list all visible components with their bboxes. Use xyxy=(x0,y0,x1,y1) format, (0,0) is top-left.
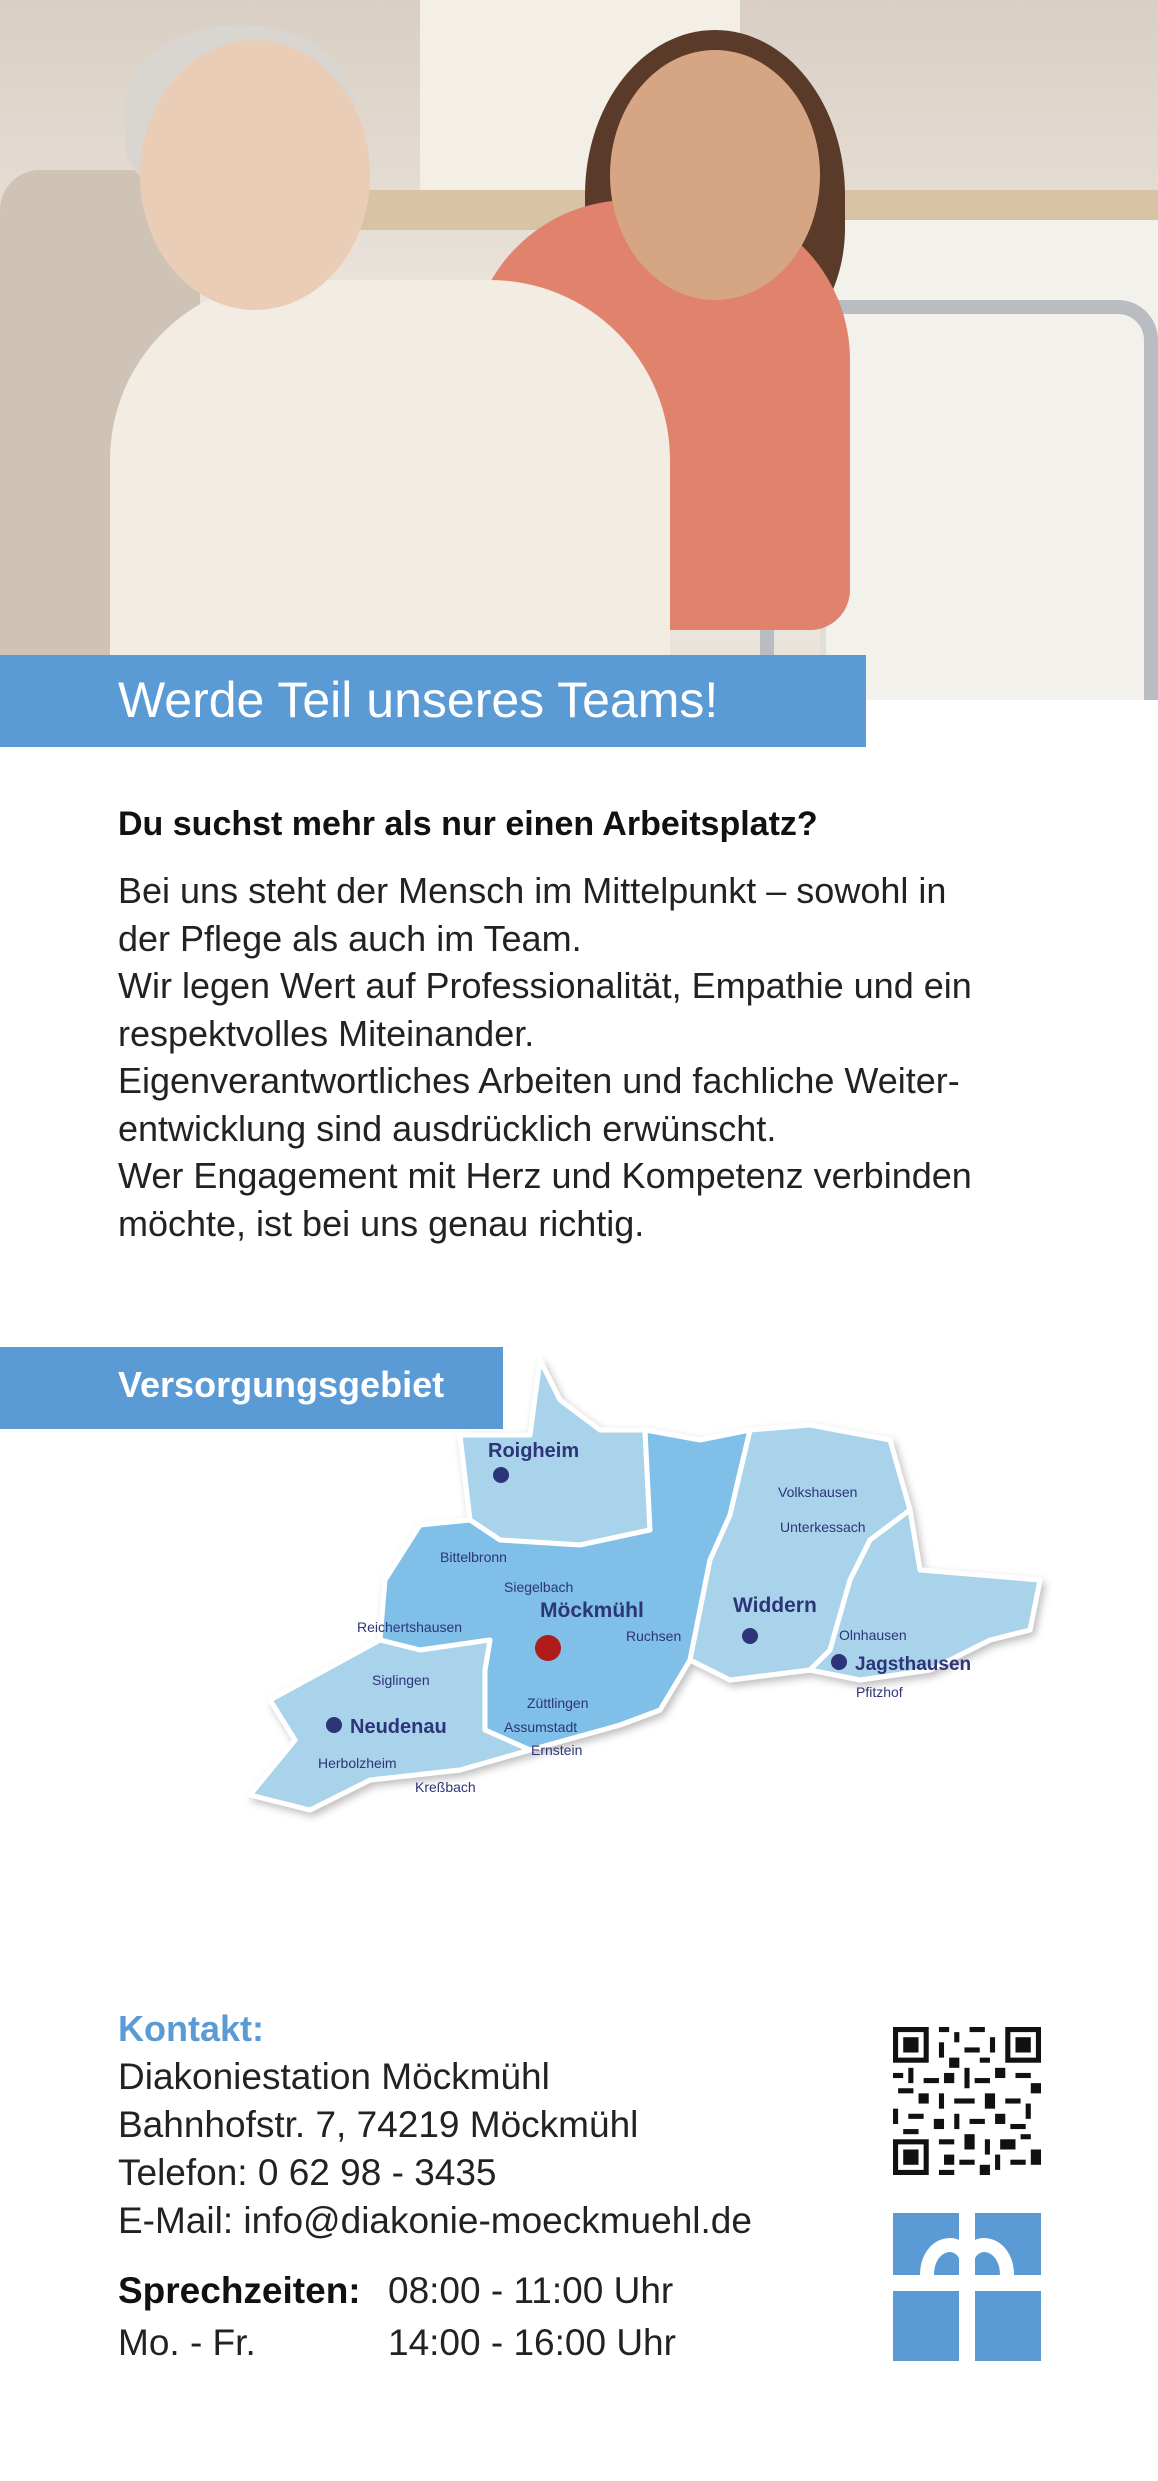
marker-widdern xyxy=(742,1628,758,1644)
label-siglingen: Siglingen xyxy=(372,1672,430,1688)
intro-line: entwicklung sind ausdrücklich erwünscht. xyxy=(118,1107,777,1149)
label-volkshausen: Volkshausen xyxy=(778,1484,858,1500)
marker-roigheim xyxy=(493,1467,509,1483)
title-banner xyxy=(0,655,866,747)
service-area-title: Versorgungsgebiet xyxy=(118,1364,445,1405)
label-zuettlingen: Züttlingen xyxy=(527,1695,589,1711)
contact-title: Kontakt: xyxy=(118,2008,264,2049)
label-widdern: Widdern xyxy=(733,1594,817,1617)
intro-line: respektvolles Miteinander. xyxy=(118,1012,535,1054)
page-title: Werde Teil unseres Teams! xyxy=(118,672,719,728)
label-siegelbach: Siegelbach xyxy=(504,1579,574,1595)
contact-name: Diakoniestation Möckmühl xyxy=(118,2056,550,2097)
office-hours-afternoon: 14:00 - 16:00 Uhr xyxy=(388,2322,676,2363)
office-hours-days: Mo. - Fr. xyxy=(118,2322,256,2363)
service-area-banner xyxy=(0,1347,503,1429)
intro-line: der Pflege als auch im Team. xyxy=(118,917,582,959)
label-moeckmuehl: Möckmühl xyxy=(540,1599,644,1622)
intro-question: Du suchst mehr als nur einen Arbeitsplatz? xyxy=(118,805,818,843)
intro-line: Eigenverantwortliches Arbeiten und fachliche Weiter- xyxy=(118,1060,960,1101)
label-neudenau: Neudenau xyxy=(350,1716,447,1738)
marker-neudenau xyxy=(326,1717,342,1733)
label-bittelbronn: Bittelbronn xyxy=(440,1549,507,1565)
intro-line: Wer Engagement mit Herz und Kompetenz verbinden xyxy=(118,1155,972,1196)
label-ruchsen: Ruchsen xyxy=(626,1628,682,1644)
elderly-woman xyxy=(110,280,670,700)
intro-line: möchte, ist bei uns genau richtig. xyxy=(118,1202,645,1244)
label-kressbach: Kreßbach xyxy=(415,1779,476,1795)
label-assumstadt: Assumstadt xyxy=(504,1719,578,1735)
contact-phone[interactable]: Telefon: 0 62 98 - 3435 xyxy=(118,2152,497,2193)
diakonie-logo-icon xyxy=(893,2213,1041,2361)
label-olnhausen: Olnhausen xyxy=(839,1627,907,1643)
label-pfitzhof: Pfitzhof xyxy=(856,1684,903,1700)
contact-address: Bahnhofstr. 7, 74219 Möckmühl xyxy=(118,2104,639,2145)
contact-email[interactable]: E-Mail: info@diakonie-moeckmuehl.de xyxy=(118,2200,752,2241)
intro-line: Bei uns steht der Mensch im Mittelpunkt – sowohl in xyxy=(118,870,947,911)
office-hours-label: Sprechzeiten: xyxy=(118,2270,361,2311)
intro-line: Wir legen Wert auf Professionalität, Empathie und ein xyxy=(118,965,972,1006)
qr-code-icon[interactable] xyxy=(893,2027,1041,2175)
label-jagsthausen: Jagsthausen xyxy=(855,1654,972,1675)
label-unterkessach: Unterkessach xyxy=(780,1519,866,1535)
label-reichertshausen: Reichertshausen xyxy=(357,1619,463,1635)
marker-jagsthausen xyxy=(831,1654,847,1670)
intro-text xyxy=(118,867,1078,1247)
hero-photo xyxy=(0,0,1158,700)
label-ernstein: Ernstein xyxy=(531,1742,583,1758)
label-roigheim: Roigheim xyxy=(488,1440,580,1462)
label-herbolzheim: Herbolzheim xyxy=(318,1755,397,1771)
marker-moeckmuehl xyxy=(535,1635,561,1661)
office-hours-morning: 08:00 - 11:00 Uhr xyxy=(388,2270,674,2311)
